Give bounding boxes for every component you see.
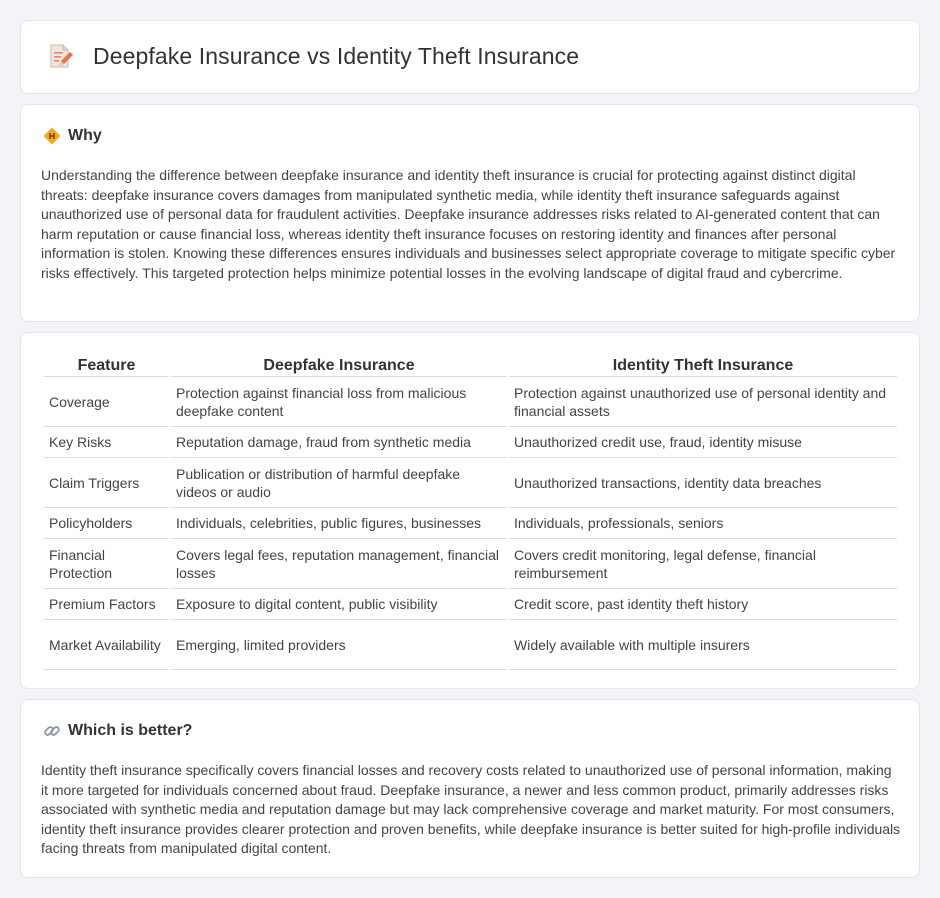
cell-deepfake: Emerging, limited providers [171, 620, 507, 670]
table-row [44, 620, 897, 670]
cell-identity-theft: Covers credit monitoring, legal defense, financial reimbursement [509, 539, 897, 589]
cell-feature: Market Availability [44, 620, 169, 670]
document-edit-icon [45, 41, 75, 71]
better-text: Identity theft insurance specifically covers financial losses and recovery costs related to unauthorized use of personal information, making it more targeted for individuals concerned about fraud. Deepfake insurance, a newer and less common product, primarily addresses risks associated with synthetic media and reputation damage but may lack comprehensive coverage and market maturity. For most consumers, identity theft insurance provides clearer protection and proven benefits, while deepfake insurance is better suited for high-profile individuals facing threats from manipulated digital content. [41, 762, 901, 856]
comparison-table [42, 353, 899, 670]
cell-identity-theft: Protection against unauthorized use of personal identity and financial assets [509, 377, 897, 427]
header-feature: Feature [44, 353, 169, 377]
table-header-row [44, 353, 897, 377]
table-row [44, 377, 897, 427]
cell-feature: Key Risks [44, 427, 169, 458]
better-title: Which is better? [68, 722, 193, 739]
table-row [44, 458, 897, 508]
cell-identity-theft: Credit score, past identity theft history [509, 589, 897, 620]
which-is-better-section [20, 699, 920, 878]
cell-deepfake: Protection against financial loss from malicious deepfake content [171, 377, 507, 427]
table-row [44, 589, 897, 620]
cell-deepfake: Individuals, celebrities, public figures, businesses [171, 508, 507, 539]
cell-identity-theft: Unauthorized credit use, fraud, identity misuse [509, 427, 897, 458]
diamond-warning-icon [43, 127, 61, 145]
cell-feature: Policyholders [44, 508, 169, 539]
cell-feature: Financial Protection [44, 539, 169, 589]
cell-feature: Premium Factors [44, 589, 169, 620]
why-section [20, 104, 920, 322]
comparison-section [20, 332, 920, 689]
link-icon [43, 722, 61, 740]
cell-deepfake: Covers legal fees, reputation management, financial losses [171, 539, 507, 589]
cell-identity-theft: Unauthorized transactions, identity data breaches [509, 458, 897, 508]
cell-deepfake: Publication or distribution of harmful deepfake videos or audio [171, 458, 507, 508]
header-card [20, 20, 920, 94]
table-row [44, 539, 897, 589]
why-text: Understanding the difference between deepfake insurance and identity theft insurance is crucial for protecting against distinct digital threats: deepfake insurance covers damages from manipulated synthetic media, while identity theft insurance safeguards against unauthorized use of personal data for fraudulent activities. Deepfake insurance addresses risks related to AI-generated content that can harm reputation or cause financial loss, whereas identity theft insurance focuses on restoring identity and finances after personal information is stolen. Knowing these differences ensures individuals and businesses select appropriate coverage to mitigate specific cyber risks effectively. This targeted protection helps minimize potential losses in the evolving landscape of digital fraud and cybercrime. [41, 167, 896, 281]
header-identity-theft: Identity Theft Insurance [509, 353, 897, 377]
better-heading [43, 722, 192, 740]
why-heading [43, 127, 102, 145]
page-header [45, 41, 579, 71]
table-row [44, 427, 897, 458]
table-row [44, 508, 897, 539]
cell-deepfake: Reputation damage, fraud from synthetic media [171, 427, 507, 458]
cell-feature: Coverage [44, 377, 169, 427]
cell-identity-theft: Widely available with multiple insurers [509, 620, 897, 670]
cell-feature: Claim Triggers [44, 458, 169, 508]
cell-deepfake: Exposure to digital content, public visibility [171, 589, 507, 620]
header-deepfake: Deepfake Insurance [171, 353, 507, 377]
cell-identity-theft: Individuals, professionals, seniors [509, 508, 897, 539]
page-title: Deepfake Insurance vs Identity Theft Insurance [93, 42, 580, 69]
why-title: Why [68, 127, 102, 144]
